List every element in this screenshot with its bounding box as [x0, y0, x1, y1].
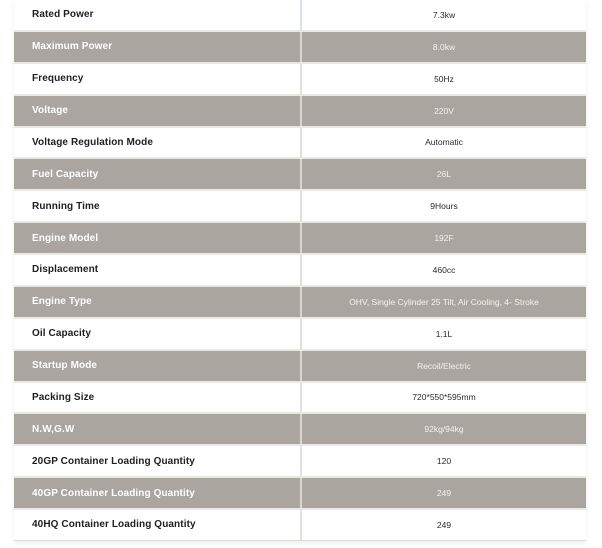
table-row	[14, 128, 586, 160]
table-row	[14, 64, 586, 96]
spec-label: Engine Model	[32, 232, 99, 244]
spec-label: Oil Capacity	[32, 328, 91, 340]
spec-value: 26L	[300, 159, 586, 189]
table-row	[14, 446, 586, 478]
spec-value: 249	[300, 478, 586, 508]
table-row	[14, 351, 586, 383]
table-row	[14, 191, 586, 223]
spec-label: 40GP Container Loading Quantity	[32, 487, 195, 499]
spec-value: 50Hz	[300, 64, 586, 94]
spec-label: Fuel Capacity	[32, 168, 99, 180]
table-row	[14, 32, 586, 64]
spec-label: Startup Mode	[32, 360, 98, 372]
table-row	[14, 287, 586, 319]
spec-label: Maximum Power	[32, 41, 113, 53]
spec-value: 120	[300, 446, 586, 476]
spec-value: 460cc	[300, 255, 586, 285]
spec-label: Frequency	[32, 73, 84, 85]
table-row	[14, 478, 586, 510]
table-row	[14, 0, 586, 32]
table-row	[14, 223, 586, 255]
spec-label: 40HQ Container Loading Quantity	[32, 519, 196, 531]
spec-value: 249	[300, 510, 586, 540]
spec-label: 20GP Container Loading Quantity	[32, 455, 195, 467]
spec-label: Packing Size	[32, 391, 95, 403]
spec-value: 1.1L	[300, 319, 586, 349]
table-row	[14, 255, 586, 287]
spec-value: Automatic	[300, 128, 586, 158]
table-row	[14, 414, 586, 446]
spec-value: 8.0kw	[300, 32, 586, 62]
spec-value: 192F	[300, 223, 586, 253]
table-row	[14, 159, 586, 191]
table-row	[14, 96, 586, 128]
spec-value: 720*550*595mm	[300, 383, 586, 413]
spec-table	[14, 0, 586, 541]
spec-label: Rated Power	[32, 9, 94, 21]
spec-value: 7.3kw	[300, 0, 586, 30]
spec-value: 9Hours	[300, 191, 586, 221]
spec-label: Voltage Regulation Mode	[32, 136, 154, 148]
spec-value: OHV, Single Cylinder 25 Tilt, Air Cooling, 4- Stroke	[300, 287, 586, 317]
spec-label: Engine Type	[32, 296, 92, 308]
spec-value: Recoil/Electric	[300, 351, 586, 381]
table-row	[14, 383, 586, 415]
spec-label: N.W,G.W	[32, 423, 75, 435]
spec-label: Voltage	[32, 105, 69, 117]
spec-value: 92kg/94kg	[300, 414, 586, 444]
spec-label: Displacement	[32, 264, 99, 276]
table-row	[14, 510, 586, 541]
spec-label: Running Time	[32, 200, 100, 212]
table-row	[14, 319, 586, 351]
spec-value: 220V	[300, 96, 586, 126]
